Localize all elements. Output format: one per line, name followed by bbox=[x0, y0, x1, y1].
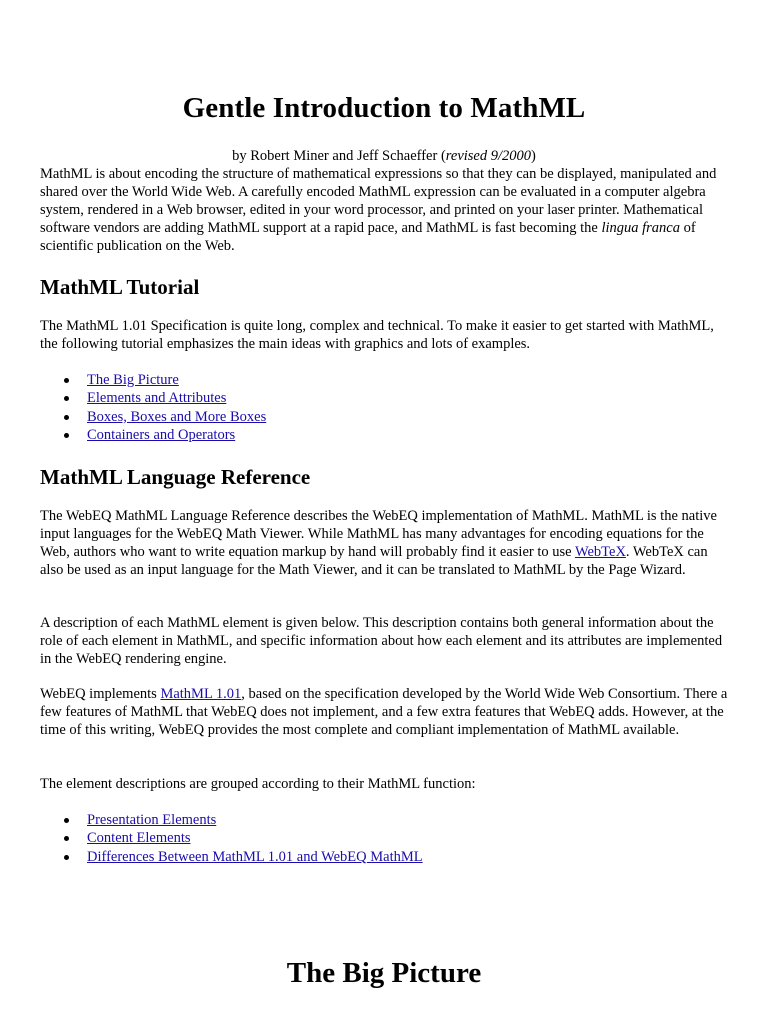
reference-p1-text-2: . WebTeX can also be used as an input language for the Math Viewer, and it can be translated to MathML by the Page Wizard. bbox=[40, 544, 708, 578]
tutorial-paragraph: The MathML 1.01 Specification is quite long, complex and technical. To make it easier to get started with MathML, the following tutorial emphasizes the main ideas with graphics and lots of examples. bbox=[40, 318, 714, 352]
list-item bbox=[87, 408, 266, 426]
tutorial-link-list bbox=[40, 371, 266, 444]
intro-text-1: MathML is about encoding the structure of mathematical expressions so that they can be displayed, manipulated and shared over the World Wide Web. A carefully encoded MathML expression can be evaluated in a computer algebra system, rendered in a Web browser, edited in your word processor, and printed on your laser printer. Mathematical software vendors are adding MathML support at a rapid pace, and MathML is fast becoming the bbox=[40, 166, 717, 236]
reference-paragraph-1 bbox=[40, 507, 728, 579]
list-item bbox=[87, 426, 266, 444]
page-title: Gentle Introduction to MathML bbox=[182, 92, 586, 124]
link-webtex[interactable]: WebTeX bbox=[574, 544, 626, 560]
link-big-picture[interactable]: The Big Picture bbox=[87, 372, 179, 388]
list-item bbox=[87, 389, 266, 407]
link-containers-operators[interactable]: Containers and Operators bbox=[87, 426, 236, 443]
reference-paragraph-3 bbox=[40, 685, 728, 739]
byline bbox=[40, 147, 728, 165]
byline-close: ) bbox=[531, 148, 536, 164]
intro-text-2: of scientific publication on the Web. bbox=[40, 220, 696, 254]
reference-paragraph-2: A description of each MathML element is given below. This description contains both general information about the role of each element in MathML, and specific information about how each element and its attributes are implemented in the WebEQ rendering engine. bbox=[40, 615, 723, 667]
link-differences[interactable]: Differences Between MathML 1.01 and WebEQ MathML bbox=[87, 848, 423, 865]
list-item bbox=[87, 811, 423, 829]
tutorial-heading: MathML Tutorial bbox=[40, 275, 200, 299]
intro-emphasis: lingua franca bbox=[601, 220, 680, 236]
link-mathml-101[interactable]: MathML 1.01 bbox=[160, 686, 242, 702]
list-item bbox=[87, 371, 266, 389]
reference-link-list bbox=[40, 811, 423, 866]
intro-paragraph bbox=[40, 165, 728, 255]
list-item bbox=[87, 829, 423, 847]
link-boxes[interactable]: Boxes, Boxes and More Boxes bbox=[87, 408, 267, 425]
link-presentation-elements[interactable]: Presentation Elements bbox=[87, 812, 217, 828]
reference-heading: MathML Language Reference bbox=[40, 465, 311, 489]
link-content-elements[interactable]: Content Elements bbox=[87, 830, 191, 847]
list-item bbox=[87, 848, 423, 866]
link-elements-attributes[interactable]: Elements and Attributes bbox=[87, 390, 227, 407]
big-picture-heading: The Big Picture bbox=[286, 957, 482, 989]
reference-paragraph-4: The element descriptions are grouped according to their MathML function: bbox=[40, 776, 476, 792]
byline-authors: by Robert Miner and Jeff Schaeffer ( bbox=[232, 148, 446, 164]
reference-p3-text-1: WebEQ implements bbox=[40, 686, 161, 702]
byline-revised: revised 9/2000 bbox=[445, 148, 532, 164]
reference-p1-text-1: The WebEQ MathML Language Reference describes the WebEQ implementation of MathML. MathML is the native input languages for the WebEQ Math Viewer. While MathML has many advantages for encoding equations for the Web, authors who want to write equation markup by hand will probably find it easier to use bbox=[40, 508, 717, 560]
reference-p3-text-2: , based on the specification developed by the World Wide Web Consortium. There a few features of MathML that WebEQ does not implement, and a few extra features that WebEQ adds. However, at the time of this writing, WebEQ provides the most complete and compliant implementation of MathML available. bbox=[40, 686, 728, 738]
